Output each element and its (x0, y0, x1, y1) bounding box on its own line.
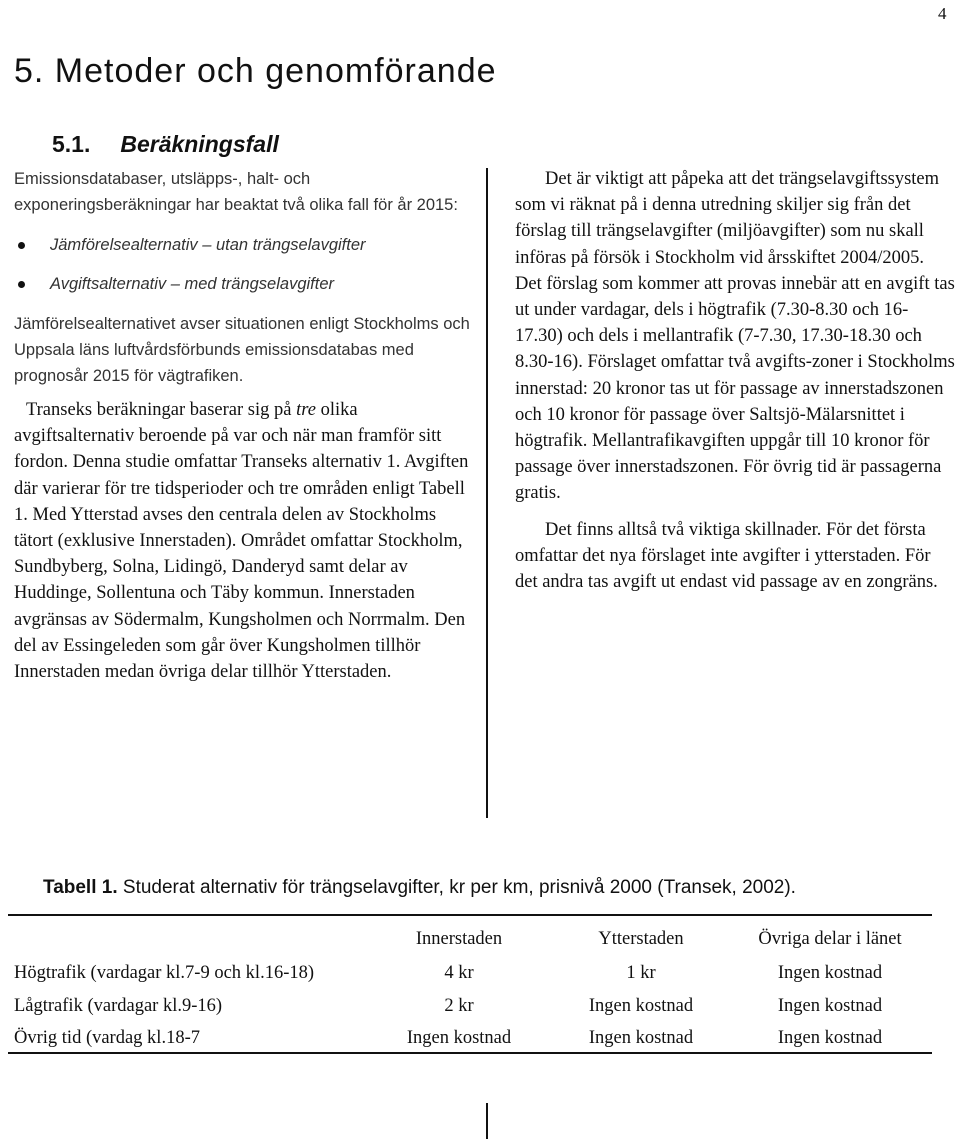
table-caption-text: Studerat alternativ för trängselavgifter, kr per km, prisnivå 2000 (Transek, 2002). (117, 877, 796, 898)
table-caption (43, 877, 796, 899)
bullet-item (14, 232, 476, 258)
table-header-cell: Innerstaden (415, 929, 503, 949)
proposal-paragraph: Det är viktigt att påpeka att det trängselavgiftssystem som vi räknat på i denna utredning skiljer sig från det förslag till trängselavgifter (miljöavgifter) som nu skall införas på försök i Stockholm vid årsskiftet 2004/2005. Det förslag som kommer att provas innebär att en avgift tas ut under vardagar, dels i högtrafik (7.30-8.30 och 16-17.30) och dels i mellantrafik (7-7.30, 17.30-18.30 och 8.30-16). Förslaget omfattar två avgifts-zoner i Stockholms innerstad: 20 kronor tas ut för passage av innerstadszonen och 10 kronor för passage över Saltsjö-Mälarsnittet i högtrafik. Mellantrafikavgiften uppgår till 10 kronor för passage över innerstadszonen. För övrig tid är passagerna gratis. (515, 169, 955, 504)
chapter-heading: 5. Metoder och genomförande (14, 52, 497, 90)
table-cell: 4 kr (444, 963, 474, 983)
column-divider (486, 168, 488, 818)
page-number: 4 (938, 4, 947, 23)
bullet-dot-icon (18, 242, 25, 249)
table-caption-label: Tabell 1. (43, 877, 118, 898)
left-column (14, 166, 476, 685)
table-cell: Ingen kostnad (777, 996, 883, 1016)
table-top-rule (8, 914, 932, 916)
right-column (515, 166, 955, 595)
bullet-text: Jämförelsealternativ – utan trängselavgifter (50, 236, 366, 254)
intro-paragraph: Emissionsdatabaser, utsläpps-, halt- och exponeringsberäkningar har beaktat två olika fall för år 2015: (14, 170, 458, 214)
table-header-cell: Ytterstaden (598, 929, 684, 949)
comparison-paragraph: Jämförelsealternativet avser situationen enligt Stockholms och Uppsala läns luftvårdsförbunds emissionsdatabas med prognosår 2015 för vägtrafiken. (14, 315, 470, 385)
footer-divider (486, 1103, 488, 1139)
table-bottom-rule (8, 1052, 932, 1054)
table-cell: Ingen kostnad (588, 1028, 694, 1048)
bullet-item (14, 271, 476, 297)
section-title: Beräkningsfall (120, 131, 279, 157)
section-heading (52, 131, 279, 158)
bullet-text: Avgiftsalternativ – med trängselavgifter (50, 275, 335, 293)
table-cell: Ingen kostnad (588, 996, 694, 1016)
table-row-label: Högtrafik (vardagar kl.7-9 och kl.16-18) (14, 963, 315, 983)
transek-paragraph (14, 397, 476, 685)
table-cell: Ingen kostnad (406, 1028, 512, 1048)
bullet-dot-icon (18, 281, 25, 288)
table-cell: 1 kr (626, 963, 656, 983)
table-row-label: Övrig tid (vardag kl.18-7 (14, 1028, 200, 1048)
transek-emphasis: tre (296, 400, 316, 420)
table-row-label: Lågtrafik (vardagar kl.9-16) (14, 996, 223, 1016)
transek-text-rest: olika avgiftsalternativ beroende på var och när man framför sitt fordon. Denna studie omfattar Transeks alternativ 1. Avgiften där varierar för tre tidsperioder och tre områden enligt Tabell 1. Med Ytterstad avses den centrala delen av Stockholms tätort (exklusive Innerstaden). Området omfattar Stockholm, Sundbyberg, Solna, Lidingö, Danderyd samt delar av Huddinge, Sollentuna och Täby kommun. Innerstaden avgränsas av Södermalm, Kungsholmen och Norrmalm. Den del av Essingeleden som går över Kungsholmen tillhör Innerstaden medan övriga delar tillhör Ytterstaden. (14, 400, 469, 683)
table-cell: 2 kr (444, 996, 474, 1016)
table-cell: Ingen kostnad (777, 963, 883, 983)
table-header-cell: Övriga delar i länet (758, 929, 902, 949)
bullet-list (14, 232, 476, 297)
section-number: 5.1. (52, 131, 91, 157)
transek-text-start: Transeks beräkningar baserar sig på (26, 400, 297, 420)
table-cell: Ingen kostnad (777, 1028, 883, 1048)
differences-paragraph: Det finns alltså två viktiga skillnader. För det första omfattar det nya förslaget inte avgifter i ytterstaden. För det andra tas avgift ut endast vid passage av en zongräns. (515, 519, 938, 593)
